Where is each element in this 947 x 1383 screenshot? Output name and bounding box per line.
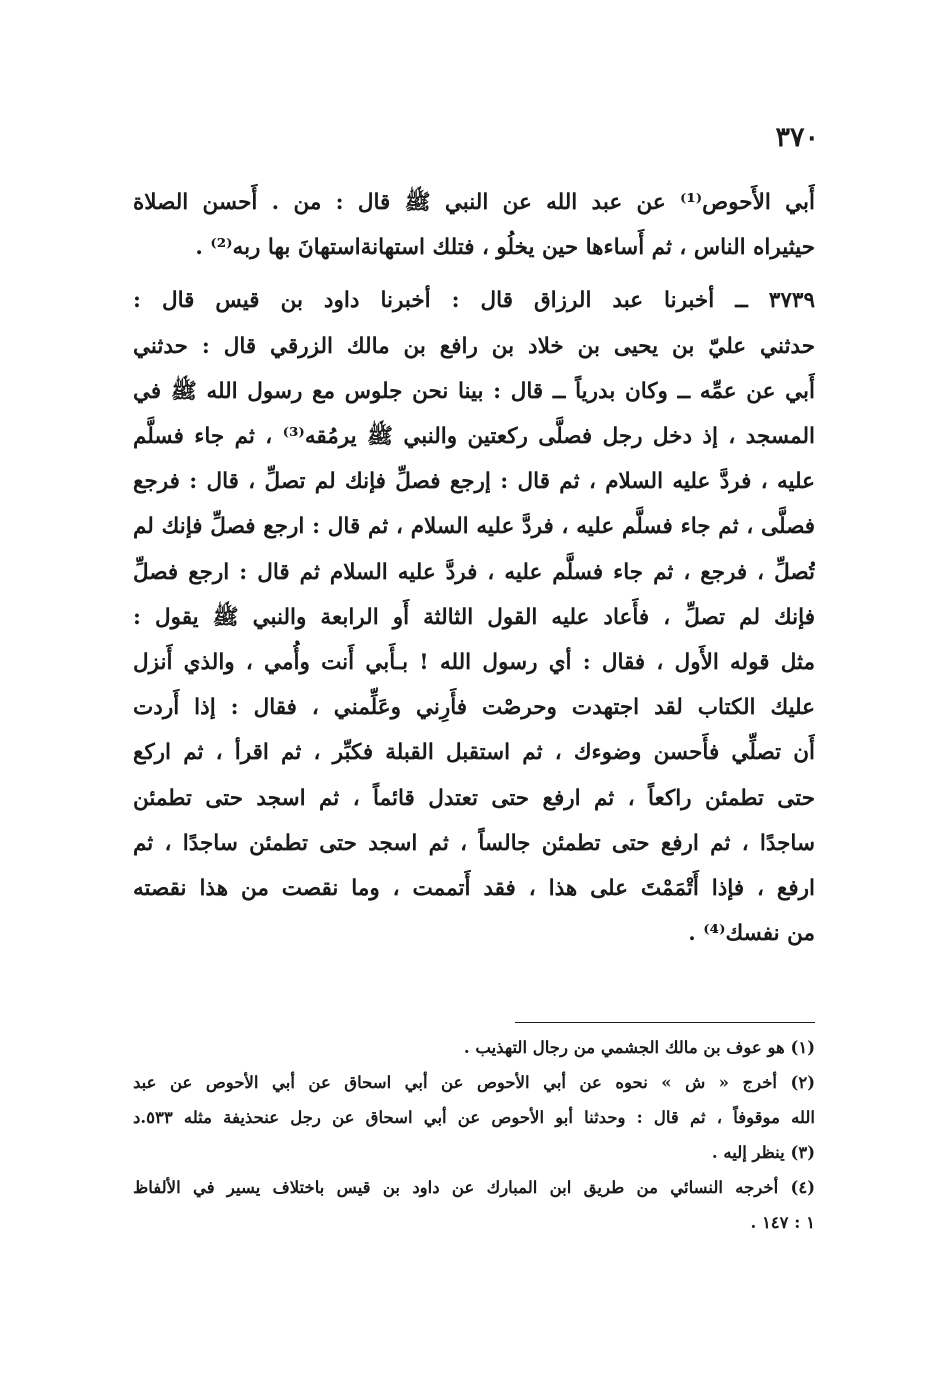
- main-text: [133, 180, 815, 956]
- text-line: فإنك لم تصلِّ ، فأَعاد عليه القول الثالثة أَو الرابعة والنبي ﷺ يقول :: [133, 604, 815, 630]
- text-line: أَن تصلِّي فأَحسن وضوءك ، ثم استقبل القبلة فكبِّر ، ثم اقرأ ، ثم اركع: [133, 740, 815, 766]
- text-line: عليه ، فردَّ عليه السلام ، ثم قال : إرجع فصلِّ فإنك لم تصلِّ ، قال : فرجع: [133, 469, 815, 495]
- footnote-line: (٣) ينظر إليه .: [711, 1143, 815, 1162]
- paragraph-gap: [133, 270, 815, 278]
- footnote-line: (٢) أخرج « ش » نحوه عن أبي الأحوص عن أبي اسحاق عن أبي الأحوص عن عبد: [133, 1073, 815, 1092]
- text-line: تُصلِّ ، فرجع ، ثم جاء فسلَّم عليه ، فردَّ عليه السلام ثم قال : ارجع فصلِّ: [133, 559, 815, 585]
- text-line: حدثني عليّ بن يحيى بن خلاد بن رافع بن مالك الزرقي قال : حدثني: [133, 333, 815, 359]
- footnotes: [133, 1030, 815, 1240]
- text-line: ساجدًا ، ثم ارفع حتى تطمئن جالساً ، ثم اسجد حتى تطمئن ساجدًا ، ثم: [133, 830, 815, 856]
- footnote-line: (٤) أخرجه النسائي من طريق ابن المبارك عن داود بن قيس باختلاف يسير في الألفاظ: [133, 1178, 815, 1197]
- text-line: ارفع ، فإذا أَتْمَمْتَ على هذا ، فقد أَتممت ، وما نقصت من هذا نقصته: [133, 876, 815, 902]
- footnote-divider: [515, 1022, 815, 1023]
- text-line: فصلَّى ، ثم جاء فسلَّم عليه ، فردَّ عليه السلام ، ثم قال : ارجع فصلِّ فإنك لم: [133, 514, 815, 540]
- page-number: ٣٧٠: [775, 122, 819, 153]
- text-line: مثل قوله الأَول ، فقال : أي رسول الله ! بـأَبي أَنت وأُمي ، والذي أَنزل: [133, 650, 815, 676]
- text-line: المسجد ، إذ دخل رجل فصلَّى ركعتين والنبي ﷺ يرمُقه⁽³⁾ ، ثم جاء فسلَّم: [133, 424, 815, 450]
- footnote-line: ١ : ١٤٧ .: [750, 1213, 815, 1232]
- text-line: أَبي عن عمِّه ــ وكان بدرياً ــ قال : بينا نحن جلوس مع رسول الله ﷺ في: [133, 378, 815, 404]
- footnote-line: الله موقوفاً ، ثم قال : وحدثنا أبو الأحوص عن أبي اسحاق عن رجل عنحذيفة مثله ٥٣٣.د: [133, 1108, 815, 1127]
- text-line: من نفسك⁽⁴⁾ .: [688, 921, 815, 947]
- text-line: عليك الكتاب لقد اجتهدت وحرصْت فأَرِني وعَلِّمني ، فقال : إذا أَردت: [133, 695, 815, 721]
- footnote-line: (١) هو عوف بن مالك الجشمي من رجال التهذيب .: [463, 1038, 815, 1057]
- text-line: حيثيراه الناس ، ثم أَساءها حين يخلُو ، فتلك استهانةاستهانَ بها ربه⁽²⁾ .: [195, 235, 815, 261]
- text-line: ٣٧٣٩ ــ أخبرنا عبد الرزاق قال : أخبرنا داود بن قيس قال :: [133, 288, 815, 314]
- text-line: حتى تطمئن راكعاً ، ثم ارفع حتى تعتدل قائماً ، ثم اسجد حتى تطمئن: [133, 785, 815, 811]
- text-line: أَبي الأَحوص⁽¹⁾ عن عبد الله عن النبي ﷺ قال : من . أَحسن الصلاة: [133, 190, 815, 215]
